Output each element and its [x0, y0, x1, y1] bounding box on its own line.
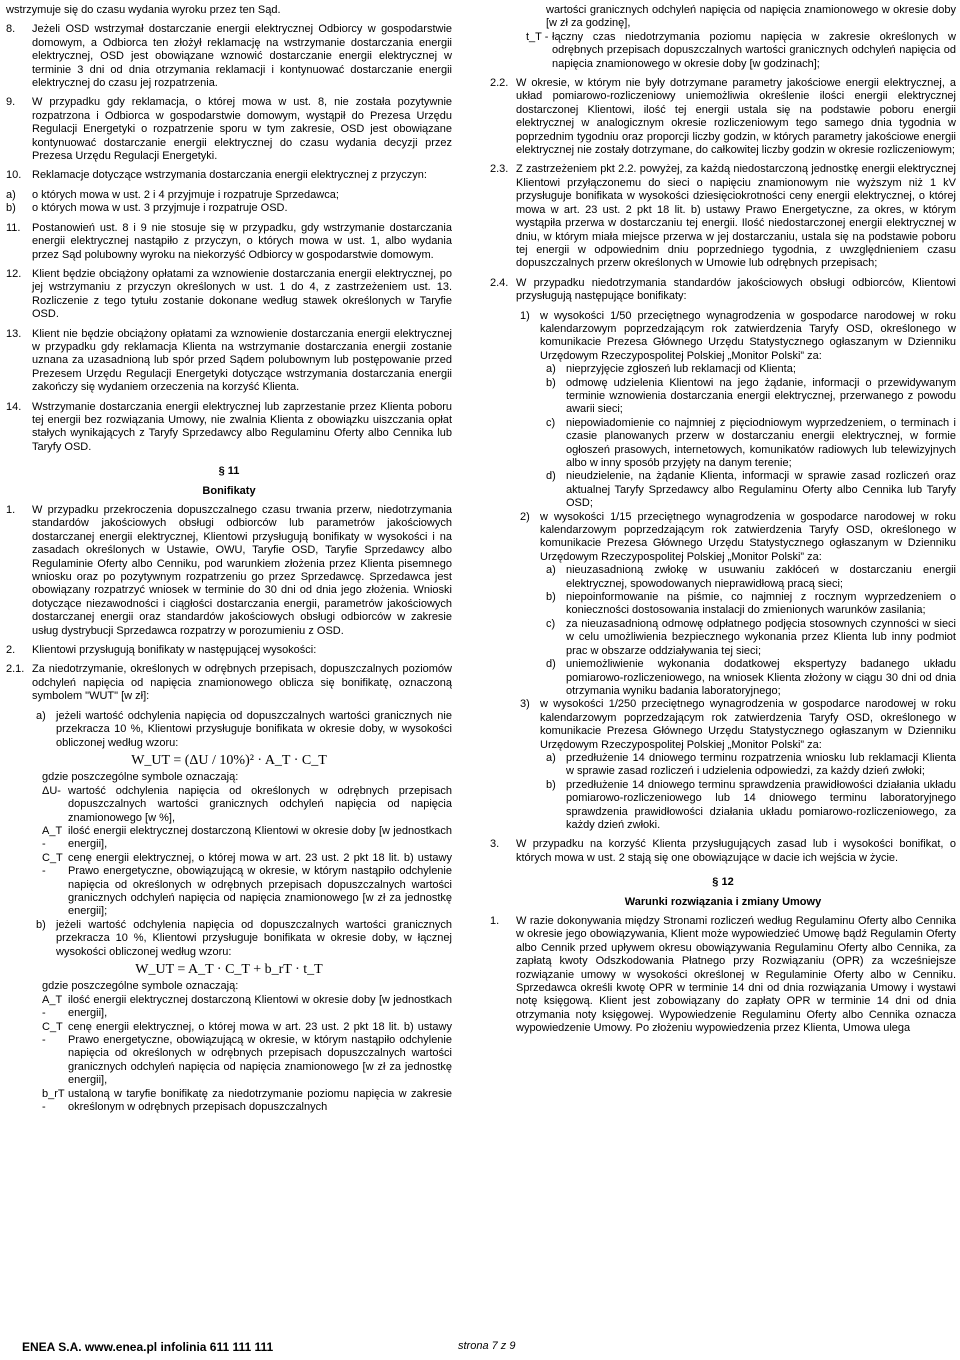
spacer [6, 454, 452, 465]
list-text: jeżeli wartość odchylenia napięcia od dopuszczalnych wartości granicznych przekracza 10 %, Klientowi przysługuje bonifikata w okresie doby, w łącznej wysokości obliczonej według wzoru: [56, 918, 452, 958]
list-text: w wysokości 1/50 przeciętnego wynagrodzenia w gospodarce narodowej w roku kalendarzowym poprzedzającym rok zatwierdzenia Taryfy OSD, określonego w komunikacie Prezesa Głównego Urzędu Statystycznego ogłaszanym w Dzienniku Urzędowym Rzeczypospolitej Polskiej „Monitor Polski” za: [540, 309, 956, 362]
list-text: Reklamacje dotyczące wstrzymania dostarczania energii elektrycznej z przyczyn: [32, 169, 427, 182]
list-number: a) [36, 709, 46, 722]
right-column [490, 4, 956, 1036]
list-number: 2.3. [490, 163, 509, 176]
paragraph: wstrzymuje się do czasu wydania wyroku przez ten Sąd. [6, 4, 281, 16]
list-number: 2.4. [490, 276, 509, 289]
list-item [6, 1088, 452, 1115]
list-text: niepowiadomienie co najmniej z pięciodniowym wyprzedzeniem, o terminach i czasie planowanych przerw w dostarczaniu energii elektrycznej, w formie ogłoszeń prasowych, internetowych, komunikatów radiowych lub telewizyjnych albo w inny sposób przyjęty na danym terenie; [566, 416, 956, 469]
list-number: C_T - [42, 851, 63, 878]
list-text: ilość energii elektrycznej dostarczoną Klientowi w okresie doby [w jednostkach energii], [68, 993, 452, 1020]
list-item [490, 658, 956, 698]
list-number: b) [546, 376, 556, 389]
list-text: w wysokości 1/15 przeciętnego wynagrodzenia w gospodarce narodowej w roku kalendarzowym poprzedzającym rok zatwierdzenia Taryfy OSD, określonego w komunikacie Prezesa Głównego Urzędu Statystycznego ogłaszanym w Dzienniku Urzędowym Rzeczypospolitej Polskiej „Monitor Polski” za: [540, 510, 956, 563]
list-item [490, 752, 956, 779]
list-text: w wysokości 1/250 przeciętnego wynagrodzenia w gospodarce narodowej w roku kalendarzowym poprzedzającym rok zatwierdzenia Taryfy OSD, określonego w komunikacie Prezesa Głównego Urzędu Statystycznego ogłaszanym w Dzienniku Urzędowym Rzeczypospolitej Polskiej „Monitor Polski” za: [540, 698, 956, 751]
list-number: 1. [6, 504, 16, 516]
list-text: W przypadku gdy reklamacja, o której mowa w ust. 8, nie została pozytywnie rozpatrzona i Odbiorca w gospodarstwie domowym, wystąpił do Prezesa Urzędu Regulacji Energetyki o rozpatrzenie sporu w tym zakresie, OSD jest obowiązane kontynuować dostarczanie energii elektrycznej do czasu wydania decyzji przez Prezesa Urzędu Regulacji Energetyki. [32, 96, 452, 163]
list-item [6, 663, 452, 703]
list-item [490, 31, 956, 71]
footer-contact: ENEA S.A. www.enea.pl infolinia 611 111 111 [22, 1340, 274, 1354]
left-column [6, 4, 452, 1114]
list-number: 2. [6, 644, 16, 657]
list-item [490, 838, 956, 865]
list-item [490, 310, 956, 364]
list-item [490, 915, 956, 1036]
list-text: Klient będzie obciążony opłatami za wznowienie dostarczania energii elektrycznej, po jej wstrzymaniu z przyczyn określonych w ust. 1 do 4, z zastrzeżeniem ust. 13. Rozliczenie z tego tytułu zostanie dokonane według stawek określonych w Taryfie OSD. [32, 267, 452, 321]
list-text: W przypadku przekroczenia dopuszczalnego czasu trwania przerw, niedotrzymania standardów jakościowych obsługi odbiorców lub parametrów jakościowych dostarczanej energii elektrycznej, Klientowi przysługują bonifikaty w wysokości i na zasadach określonych w Ustawie, OWU, Taryfie OSD, Taryfie Sprzedawcy albo Regulaminie Oferty albo Cenniku, pod warunkiem złożenia przez Klienta pisemnego wniosku oraz po pozytywnym rozpatrzeniu go przez Sprzedawcę. Sprzedawca jest obowiązany rozpatrzyć wniosek w terminie do 30 dni od dnia jego złożenia. Wnioski dotyczące niezawodności i ciągłości dostarczania energii, parametrów jakościowych dostarczanej energii oraz standardów jakościowych obsługi odbiorców w zakresie usług dystrybucji Sprzedawca rozpatrzy w porozumieniu z OSD. [32, 504, 452, 637]
list-number: 2) [520, 510, 530, 523]
list-number: A_T - [42, 824, 63, 851]
list-text: Klient nie będzie obciążony opłatami za wznowienie dostarczania energii elektrycznej w przypadku gdy reklamacja Klienta na wstrzymanie dostarczania energii zostanie uznana za uzasadnioną lub spór przed Sądem polubownym lub postępowanie przed Prezesem Urzędu Regulacji Energetyki dotyczące wstrzymania dostarczania energii zakończy się wydaniem orzeczenia na korzyść Klienta. [32, 327, 452, 394]
list-number: b) [546, 591, 556, 604]
list-item [490, 698, 956, 752]
list-item [490, 618, 956, 658]
list-item [6, 222, 452, 262]
list-text: uniemożliwienie wykonania dodatkowej ekspertyzy badanego układu pomiarowo-rozliczeniowego, na wniosek Klienta złożony w ciągu 30 dni od dnia otrzymania wyniku badania laboratoryjnego; [566, 658, 956, 697]
list-item [6, 23, 452, 90]
list-number: 13. [6, 327, 22, 340]
list-item [6, 994, 452, 1021]
list-item [6, 96, 452, 163]
list-item [6, 852, 452, 919]
list-text: cenę energii elektrycznej, o której mowa w art. 23 ust. 2 pkt 18 lit. b) ustawy Prawo energetyczne, obowiązującą w okresie, w którym nastąpiło odchylenie napięcia od określonych w odrębnych przepisach dopuszczalnych wartości granicznych odchyleń napięcia od napięcia znamionowego [w zł za jednostkę energii]; [68, 851, 452, 918]
list-number: b) [6, 202, 16, 215]
list-item [490, 470, 956, 510]
list-number: 9. [6, 96, 16, 109]
list-number: 1. [490, 915, 500, 927]
list-item [6, 189, 452, 202]
formula: W_UT = (ΔU / 10%)² · A_T · C_T [131, 752, 327, 768]
list-number: d) [546, 470, 556, 483]
list-text: W razie dokonywania między Stronami rozliczeń według Regulaminu Oferty albo Cennika w okresie jego obowiązywania, Klient może wypowiedzieć Umowę bądź Regulamin Oferty albo Cennik przed upływem okresu obowiązywania Regulaminu Oferty albo Cennika, za zapłatą kwoty Odszkodowania Płatnego przy Rozwiązaniu (OPR) za wcześniejsze rozwiązanie umowy w wysokości określonej w Regulaminie Oferty albo w Cenniku. Sprzedawca określi kwotę OPR w terminie 14 dni od dnia rozwiązania Umowy i wystawi notę księgową. Klient jest zobowiązany do zapłaty OPR w terminie 14 dni od dnia otrzymania noty księgowej. Wypowiedzenie Regulaminu Oferty albo Cennika oznacza wypowiedzenie Umowy. Po złożeniu wypowiedzenia przez Klienta, Umowa ulega [516, 915, 956, 1035]
list-text: W przypadku niedotrzymania standardów jakościowych obsługi odbiorców, Klientowi przysługują następujące bonifikaty: [516, 276, 956, 303]
list-number: b) [546, 778, 556, 791]
list-text: Postanowień ust. 8 i 9 nie stosuje się w przypadku, gdy wstrzymanie dostarczania energii elektrycznej nastąpiło z przyczyn, o których mowa w ust. 1, albo wydania przez Sąd polubowny wyroku na niekorzyść Odbiorcy w gospodarstwie domowym. [32, 221, 452, 261]
list-text: o których mowa w ust. 3 przyjmuje i rozpatruje OSD. [32, 202, 288, 215]
list-number: a) [546, 564, 556, 577]
list-number: C_T - [42, 1020, 63, 1047]
list-number: b_rT - [42, 1087, 65, 1114]
list-text: ilość energii elektrycznej dostarczoną Klientowi w okresie doby [w jednostkach energii], [68, 824, 452, 851]
list-item [490, 417, 956, 471]
list-item [6, 644, 452, 657]
list-number: 12. [6, 267, 22, 280]
list-text: wartość odchylenia napięcia od określonych w odrębnych przepisach dopuszczalnych wartości granicznych odchyleń napięcia od napięcia znamionowego [w %], [68, 784, 452, 824]
list-number: c) [546, 416, 556, 429]
list-number: ΔU- [42, 784, 61, 797]
spacer [490, 865, 956, 876]
list-number: 1) [520, 309, 530, 322]
list-text: Klientowi przysługują bonifikaty w następującej wysokości: [32, 644, 317, 657]
list-text: W przypadku na korzyść Klienta przysługujących zasad lub i wysokości bonifikat, o których mowa w ust. 2 stają się one obowiązujące w dacie ich wejścia w życie. [516, 838, 956, 864]
list-number: a) [546, 751, 556, 764]
list-number: a) [6, 188, 16, 201]
list-number: 2.2. [490, 77, 509, 90]
list-text: cenę energii elektrycznej, o której mowa w art. 23 ust. 2 pkt 18 lit. b) ustawy Prawo energetyczne, obowiązującą w okresie, w którym nastąpiło odchylenie napięcia od określonych w odrębnych przepisach dopuszczalnych wartości granicznych odchyleń napięcia od napięcia znamionowego [w zł za jednostkę energii], [68, 1020, 452, 1087]
list-text: nieudzielenie, na żądanie Klienta, informacji w sprawie zasad rozliczeń oraz aktualnej Taryfy Sprzedawcy albo Regulaminu Oferty albo Cennika lub Taryfy OSD; [566, 470, 956, 510]
list-item [6, 504, 452, 638]
list-text: nieuzasadnioną zwłokę w usuwaniu zakłóceń w dostarczaniu energii elektrycznej, spowodowanych nieprawidłową pracą sieci; [566, 564, 956, 590]
list-text: W okresie, w którym nie były dotrzymane parametry jakościowe energii elektrycznej, a układ pomiarowo-rozliczeniowy uniemożliwia określenie ilości energii elektrycznej dostarczonej Klientowi, ilość tej energii ustala się na podstawie poboru energii elektrycznej w analogicznym okresie rozliczeniowym tego samego dnia tygodnia w poprzednim tygodniu oraz proporcji liczby godzin, w których parametry jakościowe energii elektrycznej nie zostały dotrzymane, do całkowitej liczby godzin w okresie rozliczeniowym; [516, 77, 956, 157]
list-item [6, 401, 452, 455]
list-item [490, 564, 956, 591]
list-text: za nieuzasadnioną odmowę odpłatnego podjęcia stosownych czynności w sieci w celu umożliwienia bezpiecznego wykonania przez Klienta lub inny podmiot prac w obszarze oddziaływania tej sieci; [566, 617, 956, 657]
paragraph: gdzie poszczególne symbole oznaczają: [42, 771, 239, 784]
list-item [490, 779, 956, 833]
paragraph: wartości granicznych odchyleń napięcia od napięcia znamionowego w okresie doby [w zł za godzinę], [546, 4, 956, 30]
list-item [490, 591, 956, 618]
list-item [6, 268, 452, 322]
list-number: 10. [6, 169, 22, 182]
section-heading: Warunki rozwiązania i zmiany Umowy [624, 895, 822, 908]
section-heading: Bonifikaty [202, 484, 256, 497]
list-number: c) [546, 617, 556, 630]
list-text: Z zastrzeżeniem pkt 2.2. powyżej, za każdą niedostarczoną jednostkę energii elektrycznej Klientowi przyłączonemu do sieci o napięciu znamionowym nie wyższym niż 1 kV przysługuje bonifikata w wysokości dziesięciokrotności ceny energii elektrycznej, o której mowa w art. 23 ust. 2 pkt 18 lit. b) ustawy Prawo Energetyczne, za okres, w którym wystąpiła przerwa w dostarczaniu tej energii. Ilość niedostarczonej energii elektrycznej w dniu, w którym miała miejsce przerwa w jej dostarczaniu, ustala się na podstawie poboru tej energii w odpowiednim dniu poprzedniego tygodnia, z uwzględnieniem czasu dopuszczalnych przerw określonych w Umowie lub odrębnych przepisach; [516, 163, 956, 270]
list-item [6, 825, 452, 852]
list-item [490, 77, 956, 157]
list-number: 8. [6, 23, 16, 36]
list-item [6, 1021, 452, 1088]
list-item [490, 377, 956, 417]
list-item [6, 919, 452, 959]
page-number: strona 7 z 9 [458, 1340, 516, 1352]
section-heading: § 11 [218, 465, 240, 478]
list-text: niepoinformowanie na piśmie, co najmniej z rocznym wyprzedzeniem o konieczności dostosowania instalacji do zmienionych warunków zasilania; [566, 591, 956, 617]
list-item [6, 785, 452, 825]
list-item [490, 363, 956, 376]
list-text: Za niedotrzymanie, określonych w odrębnych przepisach, dopuszczalnych poziomów odchyleń napięcia od napięcia znamionowego oblicza się bonifikatę, oznaczoną symbolem "WUT" [w zł]: [32, 663, 452, 703]
list-number: 14. [6, 400, 22, 413]
list-item [490, 511, 956, 565]
section-heading: § 12 [712, 876, 734, 889]
list-text: łączny czas niedotrzymania poziomu napięcia w zakresie określonych w odrębnych przepisach dopuszczalnych wartości granicznych odchyleń napięcia od napięcia znamionowego w okresie doby [w godzinach]; [552, 30, 956, 70]
list-number: a) [546, 363, 556, 376]
list-item [490, 277, 956, 304]
list-text: Jeżeli OSD wstrzymał dostarczanie energii elektrycznej Odbiorcy w gospodarstwie domowym, a Odbiorca ten złożył reklamację na wstrzymanie dostarczania energii elektrycznej, OSD jest obowiązane wznowić dostarczanie energii elektrycznej w terminie 3 dni od dnia otrzymania reklamacji i kontynuować dostarczanie energii elektrycznej do czasu jej rozpatrzenia. [32, 23, 452, 90]
list-item [490, 163, 956, 270]
list-item [6, 202, 452, 215]
list-number: d) [546, 658, 556, 671]
list-number: t_T - [526, 30, 549, 43]
list-text: jeżeli wartość odchylenia napięcia od dopuszczalnych wartości granicznych nie przekracza 10 %, Klientowi przysługuje bonifikata w okresie doby, w wysokości obliczonej według wzoru: [56, 709, 452, 749]
list-text: o których mowa w ust. 2 i 4 przyjmuje i rozpatruje Sprzedawca; [32, 188, 339, 201]
list-number: A_T - [42, 993, 63, 1020]
list-text: przedłużenie 14 dniowego terminu rozpatrzenia wniosku lub reklamacji Klienta w sprawie zasad rozliczeń i udzielenia odpowiedzi, za każdy dzień zwłoki; [566, 751, 956, 778]
list-number: 3. [490, 838, 500, 851]
list-text: nieprzyjęcie zgłoszeń lub reklamacji od Klienta; [566, 363, 796, 376]
list-number: 2.1. [6, 663, 25, 676]
list-item [6, 328, 452, 395]
list-number: 11. [6, 221, 21, 234]
list-number: 3) [520, 698, 530, 711]
list-text: przedłużenie 14 dniowego terminu sprawdzenia prawidłowości działania układu pomiarowo-rozliczeniowego lub 14 dniowego terminu laboratoryjnego sprawdzenia prawidłowości działania układu pomiarowo-rozliczeniowego, za każdy dzień zwłoki. [566, 778, 956, 831]
list-number: b) [36, 918, 46, 931]
list-text: odmowę udzielenia Klientowi na jego żądanie, informacji o przewidywanym terminie wznowienia dostarczania energii elektrycznej, przerwanego z powodu awarii sieci; [566, 376, 956, 416]
list-text: ustaloną w taryfie bonifikatę za niedotrzymanie poziomu napięcia w zakresie określonym w odrębnych przepisach dopuszczalnych [68, 1087, 452, 1114]
list-item [6, 169, 452, 182]
list-text: Wstrzymanie dostarczania energii elektrycznej lub zaprzestanie przez Klienta poboru tej energii bez rozwiązania Umowy, nie zwalnia Klienta z obowiązku uiszczania opłat stałych wynikających z Taryfy Sprzedawcy albo Regulaminu Oferty albo Cennika lub Taryfy OSD. [32, 400, 452, 453]
formula: W_UT = A_T · C_T + b_rT · t_T [135, 962, 323, 977]
list-item [6, 710, 452, 750]
paragraph: gdzie poszczególne symbole oznaczają: [42, 980, 239, 993]
